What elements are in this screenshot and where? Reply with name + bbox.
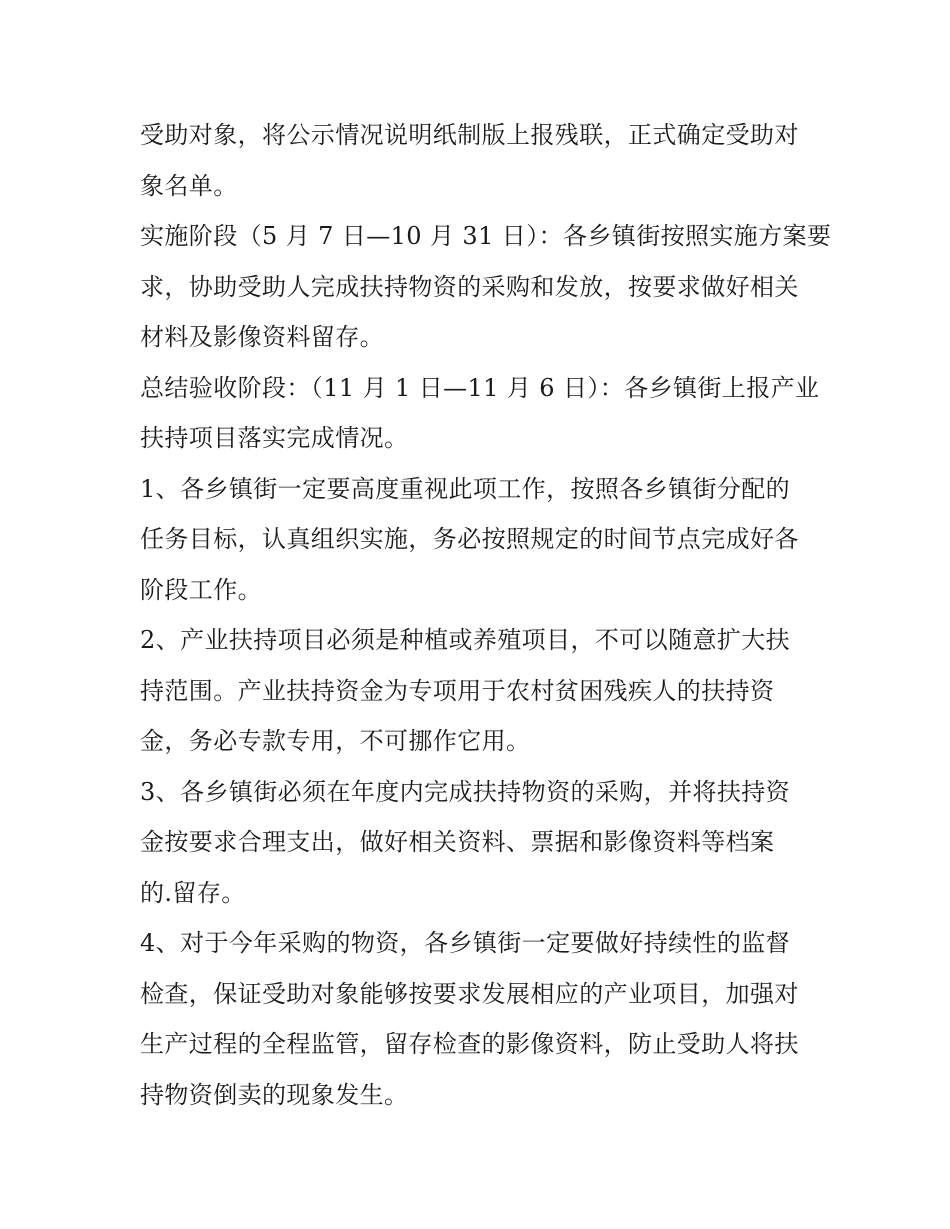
text-line: 持范围。产业扶持资金为专项用于农村贫困残疾人的扶持资: [140, 676, 775, 705]
text-line: 总结验收阶段：（11 月 1 日—11 月 6 日）：各乡镇街上报产业: [140, 373, 820, 402]
text-line: 4、对于今年采购的物资，各乡镇街一定要做好持续性的监督: [140, 929, 791, 957]
text-line: 金按要求合理支出，做好相关资料、票据和影像资料等档案: [140, 828, 775, 856]
text-line: 的.留存。: [140, 878, 246, 907]
document-body: [140, 110, 832, 1120]
text-line: 任务目标，认真组织实施，务必按照规定的时间节点完成好各: [140, 525, 799, 553]
text-line: 求，协助受助人完成扶持物资的采购和发放，按要求做好相关: [140, 272, 799, 301]
text-line: 受助对象，将公示情况说明纸制版上报残联，正式确定受助对: [140, 121, 799, 149]
text-line: 材料及影像资料留存。: [140, 323, 384, 351]
text-line: 象名单。: [140, 171, 238, 200]
text-line: 实施阶段（5 月 7 日—10 月 31 日）：各乡镇街按照实施方案要: [140, 222, 832, 250]
text-line: 生产过程的全程监管，留存检查的影像资料，防止受助人将扶: [140, 1030, 799, 1058]
text-line: 扶持项目落实完成情况。: [140, 424, 409, 452]
text-line: 检查，保证受助对象能够按要求发展相应的产业项目，加强对: [140, 979, 799, 1008]
text-line: 持物资倒卖的现象发生。: [140, 1080, 409, 1109]
text-line: 3、各乡镇街必须在年度内完成扶持物资的采购，并将扶持资: [140, 777, 791, 806]
text-line: 1、各乡镇街一定要高度重视此项工作，按照各乡镇街分配的: [140, 474, 791, 503]
text-line: 阶段工作。: [140, 575, 262, 604]
text-line: 2、产业扶持项目必须是种植或养殖项目，不可以随意扩大扶: [140, 626, 791, 654]
text-line: 金，务必专款专用，不可挪作它用。: [140, 727, 531, 755]
